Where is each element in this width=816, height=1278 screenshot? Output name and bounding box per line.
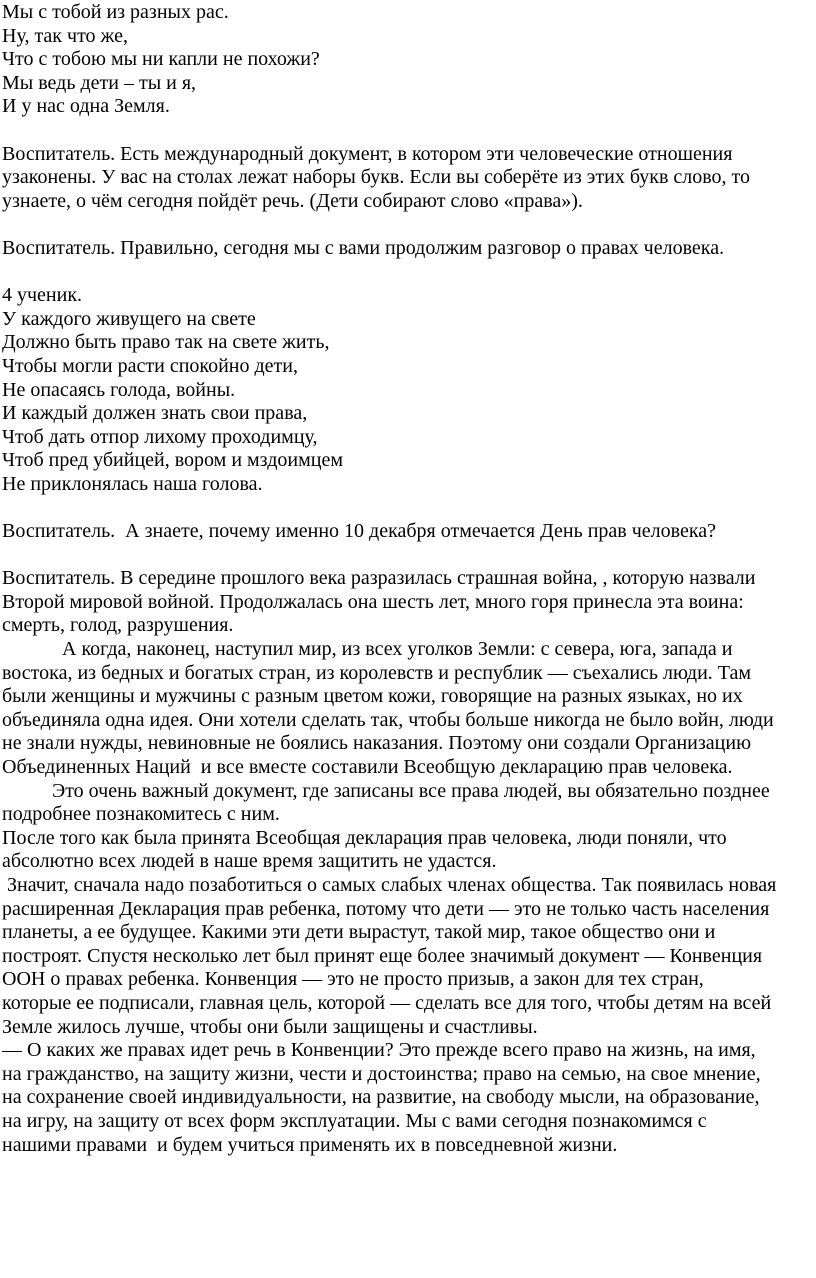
text-line: Мы с тобой из разных рас.	[2, 1, 229, 23]
text-line: на сохранение своей индивидуальности, на развитие, на свободу мысли, на образование,	[2, 1086, 760, 1109]
text-line: Мы ведь дети – ты и я,	[2, 71, 197, 94]
text-line: Земле жилось лучше, чтобы они были защищены и счастливы.	[2, 1015, 538, 1038]
blank-line	[2, 119, 816, 143]
text-line: были женщины и мужчины с разным цветом кожи, говорящие на разных языках, но их	[2, 685, 743, 708]
text-line: После того как была принята Всеобщая декларация прав человека, люди поняли, что	[2, 826, 727, 849]
poem-block-2	[2, 284, 816, 496]
text-line: подробнее познакомитесь с ним.	[2, 803, 280, 826]
text-line: Чтоб дать отпор лихому проходимцу,	[2, 425, 318, 448]
text-line: узнаете, о чём сегодня пойдёт речь. (Дети собирают слово «права»).	[2, 189, 583, 212]
text-line: расширенная Декларация прав ребенка, потому что дети — это не только часть населения	[2, 897, 770, 920]
text-line: Ну, так что же,	[2, 24, 128, 47]
text-line: А когда, наконец, наступил мир, из всех уголков Земли: с севера, юга, запада и	[2, 638, 733, 661]
text-line: У каждого живущего на свете	[2, 307, 256, 330]
text-line: Второй мировой войной. Продолжалась она шесть лет, много горя принесла эта воина:	[2, 590, 744, 613]
paragraph-2	[2, 237, 816, 261]
text-line: не знали нужды, невиновные не боялись наказания. Поэтому они создали Организацию	[2, 732, 752, 755]
text-line: объединяла одна идея. Они хотели сделать так, чтобы больше никогда не было войн, люди	[2, 708, 774, 731]
text-line: Должно быть право так на свете жить,	[2, 331, 330, 354]
text-line: Воспитатель. Правильно, сегодня мы с вами продолжим разговор о правах человека.	[2, 236, 725, 259]
text-line: Чтоб пред убийцей, вором и мздоимцем	[2, 449, 343, 472]
text-line: Воспитатель. Есть международный документ, в котором эти человеческие отношения	[2, 142, 733, 165]
text-line: И у нас одна Земля.	[2, 95, 170, 118]
text-line: Объединенных Наций и все вместе составили Всеобщую декларацию прав человека.	[2, 756, 733, 778]
text-line: 4 ученик.	[2, 284, 83, 307]
poem-block-1	[2, 1, 816, 119]
text-line: ООН о правах ребенка. Конвенция — это не просто призыв, а закон для тех стран,	[2, 968, 704, 991]
text-line: Что с тобою мы ни капли не похожи?	[2, 48, 320, 71]
text-line: Не опасаясь голода, войны.	[2, 378, 236, 401]
paragraph-4	[2, 567, 816, 1157]
blank-line	[2, 544, 816, 568]
text-line: построят. Спустя несколько лет был принят еще более значимый документ — Конвенция	[2, 944, 763, 967]
text-line: смерть, голод, разрушения.	[2, 614, 234, 637]
text-line: нашими правами и будем учиться применять их в повседневной жизни.	[2, 1133, 618, 1156]
text-line: планеты, а ее будущее. Какими эти дети вырастут, такой мир, такое общество они и	[2, 921, 716, 944]
text-line: востока, из бедных и богатых стран, из королевств и республик — съехались люди. Там	[2, 661, 752, 684]
text-line: Это очень важный документ, где записаны все права людей, вы обязательно позднее	[2, 779, 770, 802]
paragraph-1	[2, 143, 816, 214]
blank-line	[2, 261, 816, 285]
paragraph-3	[2, 520, 816, 544]
blank-line	[2, 496, 816, 520]
blank-line	[2, 213, 816, 237]
text-line: — О каких же правах идет речь в Конвенции? Это прежде всего право на жизнь, на имя,	[2, 1039, 756, 1062]
text-line: И каждый должен знать свои права,	[2, 402, 308, 425]
text-line: Не приклонялась наша голова.	[2, 472, 263, 495]
text-line: узаконены. У вас на столах лежат наборы букв. Если вы соберёте из этих букв слово, то	[2, 166, 751, 189]
text-line: Значит, сначала надо позаботиться о самых слабых членах общества. Так появилась новая	[2, 873, 777, 896]
text-line: на игру, на защиту от всех форм эксплуатации. Мы с вами сегодня познакомимся с	[2, 1109, 707, 1132]
text-line: которые ее подписали, главная цель, которой — сделать все для того, чтобы детям на всей	[2, 991, 772, 1014]
text-line: на гражданство, на защиту жизни, чести и достоинства; право на семью, на свое мнение,	[2, 1062, 761, 1085]
text-line: Воспитатель. В середине прошлого века разразилась страшная война, , которую назвали	[2, 567, 756, 590]
text-line: абсолютно всех людей в наше время защитить не удастся.	[2, 850, 497, 873]
text-line: Воспитатель. А знаете, почему именно 10 декабря отмечается День прав человека?	[2, 520, 717, 543]
text-line: Чтобы могли расти спокойно дети,	[2, 354, 298, 377]
